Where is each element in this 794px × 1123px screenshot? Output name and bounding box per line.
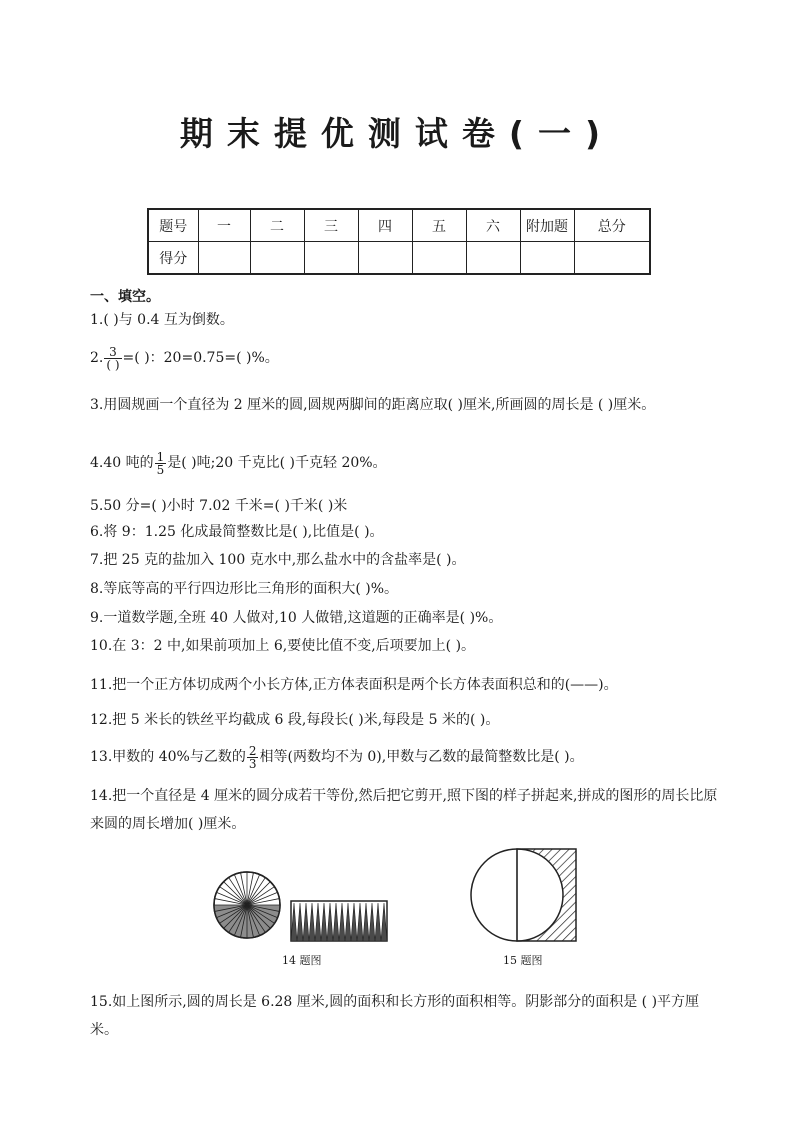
score-cell[interactable]	[250, 242, 304, 275]
figure-15-caption: 15 题图	[503, 954, 543, 967]
fraction-denominator: 5	[156, 462, 165, 477]
figure-14-rearranged	[290, 900, 388, 942]
question-3: 3.用圆规画一个直径为 2 厘米的圆,圆规两脚间的距离应取( )厘米,所画圆的周长是 ( )厘米。	[90, 397, 656, 413]
fraction	[104, 346, 121, 371]
score-cell[interactable]	[574, 242, 650, 275]
fraction-numerator: 3	[104, 346, 121, 359]
question-text: 13.甲数的 40%与乙数的	[90, 749, 246, 765]
fraction-denominator: 3	[248, 756, 257, 771]
question-10: 10.在 3：2 中,如果前项加上 6,要使比值不变,后项要加上( )。	[90, 638, 476, 654]
score-cell[interactable]	[198, 242, 250, 275]
score-header-cell: 总分	[574, 209, 650, 242]
question-4	[90, 449, 720, 477]
page-title: 期末提优测试卷(一)	[179, 114, 615, 153]
question-text: 是( )吨;20 千克比( )千克轻 20%。	[167, 455, 387, 471]
score-row	[148, 242, 650, 275]
score-header-cell: 二	[250, 209, 304, 242]
score-cell[interactable]	[358, 242, 412, 275]
score-cell[interactable]	[466, 242, 520, 275]
question-13	[90, 743, 720, 771]
fraction	[247, 745, 259, 770]
score-header-row	[148, 209, 650, 242]
score-row-label: 得分	[148, 242, 198, 275]
score-table	[147, 208, 651, 275]
score-header-cell: 附加题	[520, 209, 574, 242]
question-15: 15.如上图所示,圆的周长是 6.28 厘米,圆的面积和长方形的面积相等。阴影部分的面积是 ( )平方厘米。	[90, 994, 700, 1038]
question-text: 4.40 吨的	[90, 455, 154, 471]
fraction-numerator: 2	[248, 743, 257, 758]
score-header-cell: 题号	[148, 209, 198, 242]
score-header-cell: 五	[412, 209, 466, 242]
section-heading: 一、填空。	[90, 289, 160, 305]
figure-14-circle	[212, 870, 282, 940]
question-12: 12.把 5 米长的铁丝平均截成 6 段,每段长( )米,每段是 5 米的( )。	[90, 712, 500, 728]
score-header-cell: 一	[198, 209, 250, 242]
figure-15	[470, 846, 582, 946]
question-9: 9.一道数学题,全班 40 人做对,10 人做错,这道题的正确率是( )%。	[90, 610, 503, 626]
score-header-cell: 三	[304, 209, 358, 242]
question-2	[90, 344, 720, 372]
question-8: 8.等底等高的平行四边形比三角形的面积大( )%。	[90, 581, 399, 597]
fraction-numerator: 1	[156, 449, 165, 464]
figure-14-caption: 14 题图	[282, 954, 322, 967]
question-text: 相等(两数均不为 0),甲数与乙数的最简整数比是( )。	[259, 749, 584, 765]
score-header-cell: 六	[466, 209, 520, 242]
question-text: =( )：20=0.75=( )%。	[122, 350, 279, 366]
question-14: 14.把一个直径是 4 厘米的圆分成若干等份,然后把它剪开,照下图的样子拼起来,拼成的图形的周长比原来圆的周长增加( )厘米。	[90, 788, 718, 832]
fraction	[155, 451, 167, 476]
question-1: 1.( )与 0.4 互为倒数。	[90, 312, 234, 328]
fraction-denominator: ( )	[106, 357, 120, 372]
score-cell[interactable]	[304, 242, 358, 275]
question-6: 6.将 9：1.25 化成最简整数比是( ),比值是( )。	[90, 524, 384, 540]
question-number: 2.	[90, 350, 104, 366]
question-7: 7.把 25 克的盐加入 100 克水中,那么盐水中的含盐率是( )。	[90, 552, 466, 568]
score-header-cell: 四	[358, 209, 412, 242]
question-11: 11.把一个正方体切成两个小长方体,正方体表面积是两个长方体表面积总和的(——)。	[90, 677, 618, 693]
question-5: 5.50 分=( )小时 7.02 千米=( )千米( )米	[90, 498, 348, 514]
score-cell[interactable]	[412, 242, 466, 275]
score-cell[interactable]	[520, 242, 574, 275]
